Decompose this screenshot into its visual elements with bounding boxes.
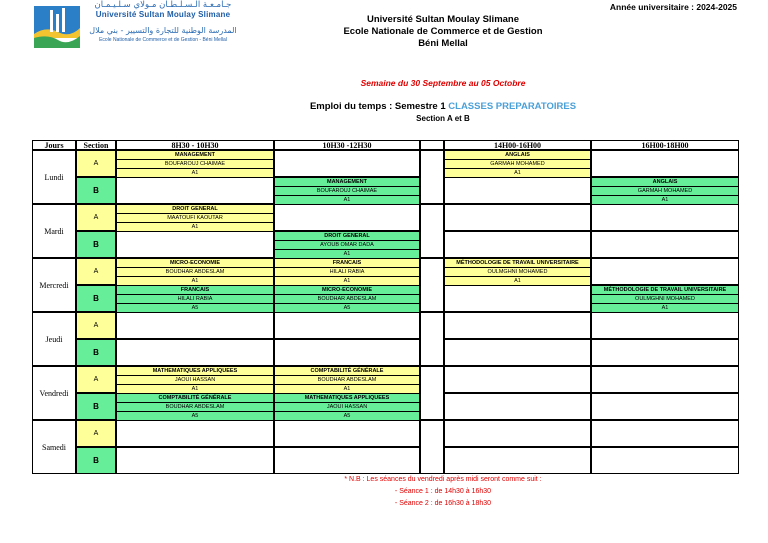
university-name: Université Sultan Moulay Slimane [366, 14, 520, 25]
section-label: A [76, 420, 116, 447]
section-label: A [76, 366, 116, 393]
timetable-cell[interactable] [591, 204, 739, 231]
course-room: A5 [275, 412, 419, 421]
day-name: Mercredi [32, 258, 76, 312]
institution-header [233, 14, 653, 50]
note-line-3: - Séance 2 : de 16h30 à 18h30 [394, 500, 492, 507]
logo-arabic-school: المدرسة الوطنية للتجارة والتسيير - بني ملال [89, 26, 237, 35]
course-subject: ANGLAIS [445, 151, 590, 160]
timetable-cell[interactable] [591, 177, 739, 204]
course-teacher: BOUDHAR ABDESLAM [275, 295, 419, 304]
course-teacher: BOUFAROUJ CHAIMAE [275, 187, 419, 196]
course-block [445, 259, 590, 286]
note-line-1: * N.B : Les séances du vendredi après midi seront comme suit : [344, 476, 542, 483]
course-teacher: BOUDHAR ABDESLAM [117, 268, 273, 277]
timetable-cell[interactable] [116, 231, 274, 258]
timetable-cell[interactable] [444, 366, 591, 393]
course-teacher: OULMGHNI MOHAMED [445, 268, 590, 277]
col-header-gap [420, 140, 444, 150]
course-room: A1 [117, 169, 273, 178]
section-label: A [76, 150, 116, 177]
logo-emblem-icon [32, 4, 82, 50]
course-subject: ANGLAIS [592, 178, 738, 187]
section-label: A [76, 204, 116, 231]
timetable-cell[interactable] [116, 447, 274, 474]
course-subject: MÉTHODOLOGIE DE TRAVAIL UNIVERSITAIRE [592, 286, 738, 295]
week-range: Semaine du 30 Septembre au 05 Octobre [360, 78, 526, 88]
day-name: Jeudi [32, 312, 76, 366]
timetable-cell[interactable] [274, 420, 420, 447]
timetable-cell[interactable] [444, 393, 591, 420]
timetable-cell[interactable] [116, 420, 274, 447]
timetable-cell[interactable] [444, 177, 591, 204]
course-subject: FRANCAIS [275, 259, 419, 268]
university-logo [32, 0, 237, 52]
timetable-cell[interactable] [116, 204, 274, 231]
col-header-section: Section [76, 140, 116, 150]
day-name: Mardi [32, 204, 76, 258]
course-teacher: GARMAH MOHAMED [592, 187, 738, 196]
course-teacher: AYOUB OMAR DADA [275, 241, 419, 250]
city-name: Béni Mellal [418, 38, 468, 49]
section-label: A [76, 258, 116, 285]
course-block [117, 205, 273, 232]
course-block [117, 286, 273, 313]
course-subject: MANAGEMENT [117, 151, 273, 160]
col-header-slot4: 16H00-18H00 [591, 140, 739, 150]
title-prefix: Emploi du temps : Semestre 1 [309, 101, 446, 112]
timetable-cell[interactable] [116, 312, 274, 339]
course-subject: FRANCAIS [117, 286, 273, 295]
timetable-cell[interactable] [116, 150, 274, 177]
title-classes: CLASSES PREPARATOIRES [448, 101, 577, 112]
course-room: A1 [275, 196, 419, 205]
day-gap-cell [420, 366, 444, 420]
timetable-cell[interactable] [444, 285, 591, 312]
course-room: A1 [117, 223, 273, 232]
course-block [275, 367, 419, 394]
timetable-cell[interactable] [591, 150, 739, 177]
course-teacher: MAATOUFI KAOUTAR [117, 214, 273, 223]
course-teacher: HILALI RABIA [275, 268, 419, 277]
timetable-cell[interactable] [444, 150, 591, 177]
timetable-cell[interactable] [116, 258, 274, 285]
timetable-cell[interactable] [116, 366, 274, 393]
course-block [275, 394, 419, 421]
course-subject: MÉTHODOLOGIE DE TRAVAIL UNIVERSITAIRE [445, 259, 590, 268]
timetable-cell[interactable] [274, 177, 420, 204]
course-block [445, 151, 590, 178]
course-room: A1 [275, 277, 419, 286]
day-gap-cell [420, 312, 444, 366]
day-gap-cell [420, 258, 444, 312]
timetable-cell[interactable] [274, 339, 420, 366]
course-block [275, 178, 419, 205]
course-room: A1 [445, 277, 590, 286]
section-label: B [76, 285, 116, 312]
timetable-cell[interactable] [591, 231, 739, 258]
logo-school-french: Ecole Nationale de Commerce et de Gestion - Béni Mellal [99, 37, 227, 43]
course-room: A1 [117, 385, 273, 394]
section-label: B [76, 177, 116, 204]
timetable-cell[interactable] [591, 285, 739, 312]
timetable-cell[interactable] [591, 258, 739, 285]
timetable-cell[interactable] [591, 339, 739, 366]
timetable-cell[interactable] [591, 312, 739, 339]
section-label: B [76, 393, 116, 420]
course-room: A1 [592, 304, 738, 313]
course-teacher: JAOUI HASSAN [117, 376, 273, 385]
section-label: A [76, 312, 116, 339]
day-gap-cell [420, 420, 444, 474]
section-label: B [76, 447, 116, 474]
timetable-cell[interactable] [116, 339, 274, 366]
course-subject: DROIT GENERAL [275, 232, 419, 241]
day-name: Lundi [32, 150, 76, 204]
course-block [117, 151, 273, 178]
timetable-cell[interactable] [274, 204, 420, 231]
timetable-cell[interactable] [591, 393, 739, 420]
course-teacher: GARMAH MOHAMED [445, 160, 590, 169]
course-block [592, 178, 738, 205]
timetable-cell[interactable] [116, 177, 274, 204]
day-name: Vendredi [32, 366, 76, 420]
course-subject: COMPTABILITÉ GÉNÉRALE [117, 394, 273, 403]
course-room: A1 [275, 250, 419, 259]
section-label: B [76, 231, 116, 258]
course-block [117, 367, 273, 394]
course-room: A1 [592, 196, 738, 205]
course-subject: MANAGEMENT [275, 178, 419, 187]
course-subject: MATHEMATIQUES APPLIQUEES [117, 367, 273, 376]
school-name: Ecole Nationale de Commerce et de Gestion [343, 26, 543, 37]
day-gap-cell [420, 150, 444, 204]
course-teacher: BOUDHAR ABDESLAM [275, 376, 419, 385]
course-room: A1 [117, 277, 273, 286]
course-block [275, 286, 419, 313]
timetable-grid [32, 140, 739, 475]
course-block [275, 232, 419, 259]
course-teacher: HILALI RABIA [117, 295, 273, 304]
timetable-cell[interactable] [274, 150, 420, 177]
course-room: A5 [275, 304, 419, 313]
col-header-slot1: 8H30 - 10H30 [116, 140, 274, 150]
course-room: A1 [445, 169, 590, 178]
course-subject: DROIT GENERAL [117, 205, 273, 214]
timetable-cell[interactable] [591, 366, 739, 393]
course-subject: MICRO-ECONOMIE [117, 259, 273, 268]
col-header-slot2: 10H30 -12H30 [274, 140, 420, 150]
course-teacher: JAOUI HASSAN [275, 403, 419, 412]
course-subject: COMPTABILITÉ GÉNÉRALE [275, 367, 419, 376]
course-block [117, 259, 273, 286]
col-header-slot3: 14H00-16H00 [444, 140, 591, 150]
section-subtitle: Section A et B [416, 114, 470, 123]
course-subject: MICRO-ECONOMIE [275, 286, 419, 295]
timetable-cell[interactable] [444, 258, 591, 285]
course-teacher: BOUDHAR ABDESLAM [117, 403, 273, 412]
timetable-cell[interactable] [591, 420, 739, 447]
course-room: A5 [117, 304, 273, 313]
day-name: Samedi [32, 420, 76, 474]
course-block [117, 394, 273, 421]
logo-arabic-name: جـامـعـة الـسـلـطـان مـولاي سـلـيـمـان [94, 0, 232, 10]
course-teacher: BOUFAROUJ CHAIMAE [117, 160, 273, 169]
section-label: B [76, 339, 116, 366]
timetable-title [233, 101, 653, 112]
course-teacher: OULMGHNI MOHAMED [592, 295, 738, 304]
timetable-cell[interactable] [274, 258, 420, 285]
timetable-cell[interactable] [274, 393, 420, 420]
course-room: A5 [117, 412, 273, 421]
timetable-cell[interactable] [274, 231, 420, 258]
course-subject: MATHEMATIQUES APPLIQUEES [275, 394, 419, 403]
timetable-cell[interactable] [444, 204, 591, 231]
logo-french-name: Université Sultan Moulay Slimane [95, 10, 231, 19]
timetable-cell[interactable] [116, 393, 274, 420]
timetable-cell[interactable] [274, 285, 420, 312]
timetable-cell[interactable] [444, 420, 591, 447]
timetable-cell[interactable] [444, 231, 591, 258]
timetable-cell[interactable] [444, 339, 591, 366]
timetable-cell[interactable] [116, 285, 274, 312]
col-header-jours: Jours [32, 140, 76, 150]
course-block [592, 286, 738, 313]
timetable-cell[interactable] [274, 447, 420, 474]
note-line-2: - Séance 1 : de 14h30 à 16h30 [394, 488, 492, 495]
timetable-cell[interactable] [444, 447, 591, 474]
course-block [275, 259, 419, 286]
timetable-cell[interactable] [274, 312, 420, 339]
day-gap-cell [420, 204, 444, 258]
timetable-cell[interactable] [591, 447, 739, 474]
course-room: A1 [275, 385, 419, 394]
timetable-cell[interactable] [444, 312, 591, 339]
timetable-cell[interactable] [274, 366, 420, 393]
academic-year: Année universitaire : 2024-2025 [609, 2, 737, 12]
